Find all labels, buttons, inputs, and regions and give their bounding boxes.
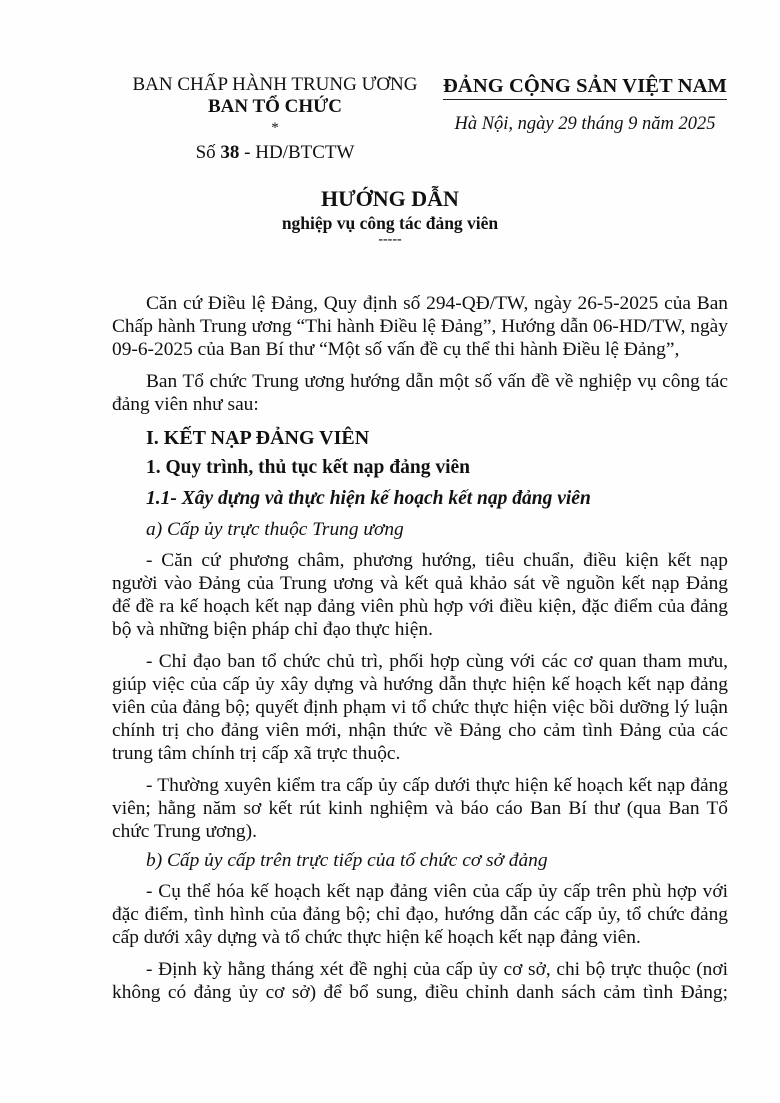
document-body <box>112 292 728 1004</box>
title-separator: ----- <box>378 232 402 247</box>
paragraph-b1 <box>112 880 728 949</box>
paragraph-a3 <box>112 774 728 843</box>
subsubsection-heading: 1.1- Xây dựng và thực hiện kế hoạch kết nạp đảng viên <box>146 488 591 509</box>
text-line: - Chỉ đạo ban tổ chức chủ trì, phối hợp cùng với các cơ quan tham mưu, <box>146 651 728 672</box>
text-line: Chấp hành Trung ương “Thi hành Điều lệ Đảng”, Hướng dẫn 06-HD/TW, ngày <box>112 316 728 337</box>
document-number-suffix: - HD/BTCTW <box>239 142 355 163</box>
text-line: - Thường xuyên kiểm tra cấp ủy cấp dưới thực hiện kế hoạch kết nạp đảng <box>146 775 728 796</box>
preamble-paragraph-2 <box>112 370 728 416</box>
text-line: không có đảng ủy cơ sở) để bổ sung, điều chỉnh danh sách cảm tình Đảng; <box>112 982 728 1003</box>
document-date: Hà Nội, ngày 29 tháng 9 năm 2025 <box>454 114 716 134</box>
document-number-prefix: Số <box>195 142 221 163</box>
document-number-value: 38 <box>220 142 240 163</box>
paragraph-a1 <box>112 549 728 641</box>
text-line: Ban Tổ chức Trung ương hướng dẫn một số vấn đề về nghiệp vụ công tác <box>146 371 728 392</box>
central-committee-label: BAN CHẤP HÀNH TRUNG ƯƠNG <box>132 74 418 95</box>
section-heading: I. KẾT NẠP ĐẢNG VIÊN <box>146 427 370 449</box>
text-line: chính trị cho đảng viên mới, nhận thức về Đảng cho cảm tình Đảng của các <box>112 720 728 741</box>
text-line: giúp việc của cấp ủy xây dựng và hướng dẫn thực hiện kế hoạch kết nạp đảng <box>112 674 728 695</box>
paragraph-a2 <box>112 650 728 765</box>
preamble-paragraph-1 <box>112 292 728 361</box>
document-title-block <box>0 186 780 246</box>
subsection-heading: 1. Quy trình, thủ tục kết nạp đảng viên <box>146 457 470 478</box>
text-line: viên của đảng bộ; quyết định phạm vi tổ chức thực hiện việc bồi dưỡng lý luận <box>112 697 728 718</box>
item-heading-a: a) Cấp ủy trực thuộc Trung ương <box>146 519 404 540</box>
text-line: - Căn cứ phương châm, phương hướng, tiêu chuẩn, điều kiện kết nạp <box>146 550 728 571</box>
document-title: HƯỚNG DẪN <box>321 186 459 211</box>
text-line: đặc điểm, tình hình của đảng bộ; chỉ đạo, hướng dẫn các cấp ủy, tổ chức đảng <box>112 904 728 925</box>
party-header-block <box>442 74 728 135</box>
document-number <box>120 142 430 164</box>
star-separator: * <box>271 120 279 136</box>
text-line: Căn cứ Điều lệ Đảng, Quy định số 294-QĐ/TW, ngày 26-5-2025 của Ban <box>146 293 728 314</box>
paragraph-b2 <box>112 958 728 1004</box>
text-line: - Định kỳ hằng tháng xét đề nghị của cấp ủy cơ sở, chi bộ trực thuộc (nơi <box>146 959 728 980</box>
item-heading-b: b) Cấp ủy cấp trên trực tiếp của tổ chức cơ sở đảng <box>146 850 548 871</box>
text-line: - Cụ thể hóa kế hoạch kết nạp đảng viên của cấp ủy cấp trên phù hợp với <box>146 881 728 902</box>
text-line: cấp dưới xây dựng và tổ chức thực hiện kế hoạch kết nạp đảng viên. <box>112 927 641 948</box>
party-name: ĐẢNG CỘNG SẢN VIỆT NAM <box>443 74 727 100</box>
text-line: 09-6-2025 của Ban Bí thư “Một số vấn đề cụ thể thi hành Điều lệ Đảng”, <box>112 339 680 360</box>
text-line: người vào Đảng của Trung ương và kết quả khảo sát về nguồn kết nạp Đảng <box>112 573 728 594</box>
organization-board-label: BAN TỔ CHỨC <box>207 96 343 117</box>
text-line: viên; hằng năm sơ kết rút kinh nghiệm và báo cáo Ban Bí thư (qua Ban Tổ <box>112 798 728 819</box>
text-line: bộ và những biện pháp chỉ đạo thực hiện. <box>112 619 433 640</box>
text-line: chức Trung ương). <box>112 821 257 842</box>
text-line: trung tâm chính trị cấp xã trực thuộc. <box>112 743 401 764</box>
text-line: để đề ra kế hoạch kết nạp đảng viên phù hợp với điều kiện, đặc điểm của đảng <box>112 596 728 617</box>
issuing-authority-block <box>120 74 430 164</box>
document-subtitle: nghiệp vụ công tác đảng viên <box>281 213 499 233</box>
text-line: đảng viên như sau: <box>112 394 259 415</box>
